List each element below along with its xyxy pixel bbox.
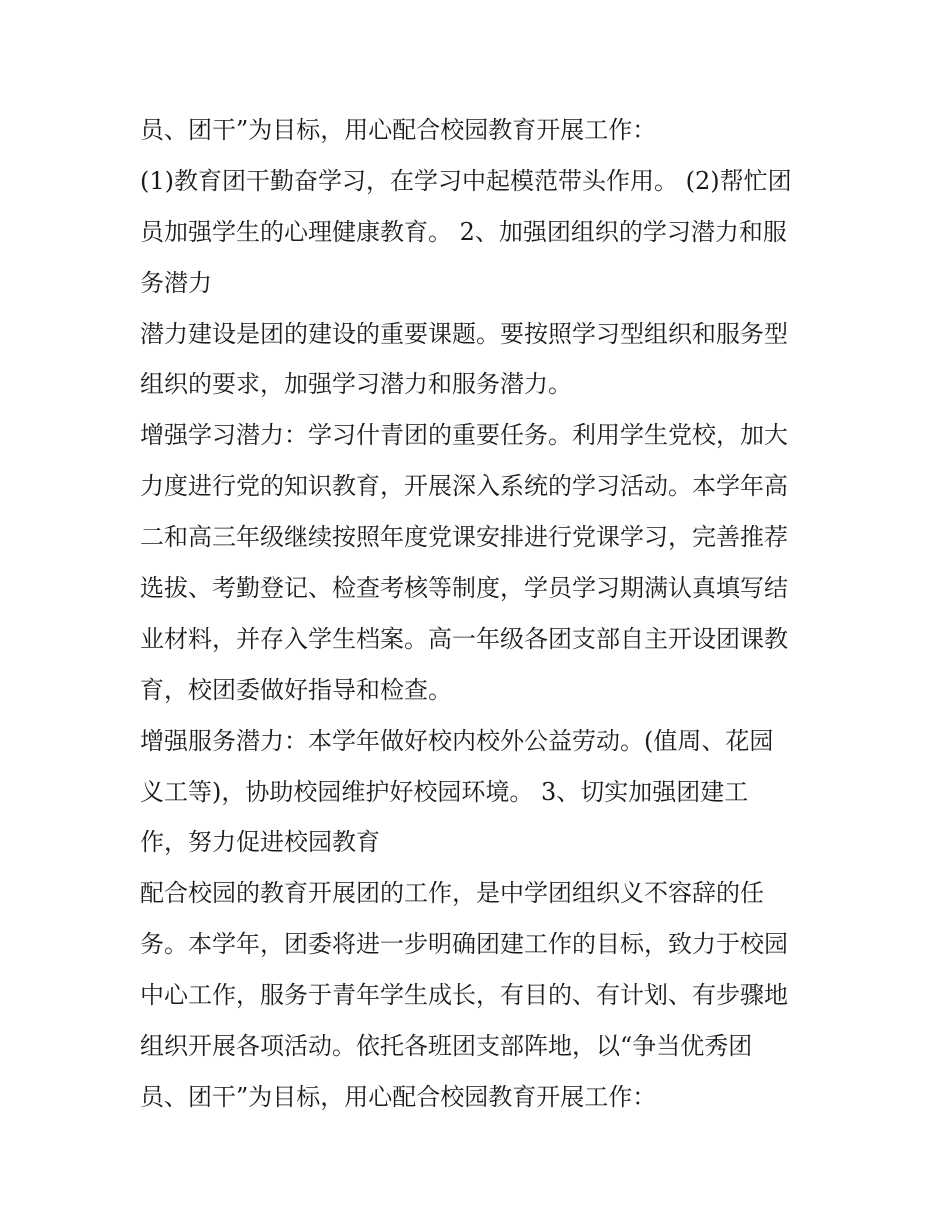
text-line: 中心工作，服务于青年学生成长，有目的、有计划、有步骤地 [140,981,788,1010]
document-body [140,105,820,1123]
text-line: 义工等)，协助校园维护好校园环境。 3、切实加强团建工 [140,777,749,806]
text-line: 力度进行党的知识教育，开展深入系统的学习活动。本学年高 [140,472,788,501]
text-line: 员、团干”为目标，用心配合校园教育开展工作： [140,1082,657,1111]
text-line: 务潜力 [140,268,212,297]
text-line: 配合校园的教育开展团的工作，是中学团组织义不容辞的任 [140,879,764,908]
text-line: 员、团干”为目标，用心配合校园教育开展工作： [140,116,657,144]
text-line: 二和高三年级继续按照年度党课安排进行党课学习，完善推荐 [140,523,788,552]
text-line: 作，努力促进校园教育 [140,828,380,857]
text-line: 员加强学生的心理健康教育。 2、加强团组织的学习潜力和服 [140,217,787,246]
text-line: 育，校团委做好指导和检查。 [140,675,452,704]
text-line: (1)教育团干勤奋学习，在学习中起模范带头作用。 (2)帮忙团 [140,166,792,195]
text-line: 组织开展各项活动。依托各班团支部阵地，以“争当优秀团 [140,1032,753,1061]
text-line: 组织的要求，加强学习潜力和服务潜力。 [140,370,572,399]
text-line: 业材料，并存入学生档案。高一年级各团支部自主开设团课教 [140,624,788,653]
text-line: 务。本学年，团委将进一步明确团建工作的目标，致力于校园 [140,930,788,959]
text-line: 增强服务潜力：本学年做好校内校外公益劳动。(值周、花园 [140,726,774,755]
text-line: 增强学习潜力：学习什青团的重要任务。利用学生党校，加大 [140,421,788,450]
text-line: 潜力建设是团的建设的重要课题。要按照学习型组织和服务型 [140,319,788,348]
text-line: 选拔、考勤登记、检查考核等制度，学员学习期满认真填写结 [140,574,788,603]
